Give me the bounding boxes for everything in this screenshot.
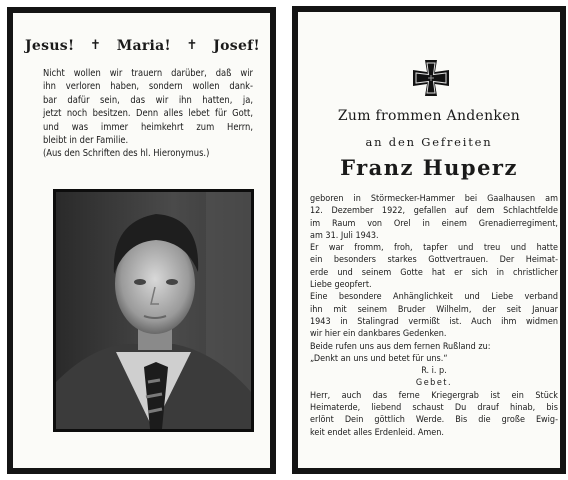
rank-line: an den Gefreiten xyxy=(365,135,493,149)
iron-cross-icon xyxy=(411,58,451,98)
verse-line: ihn verloren haben, sondern wollen dank- xyxy=(43,81,253,93)
verse-line: und was immer heimkehrt zum Herrn, xyxy=(43,121,253,133)
invocation-josef: Josef! xyxy=(213,38,260,54)
text-line: 1943 in Stalingrad vermißt ist. Auch ihm widmen xyxy=(310,316,558,327)
text-line: am 31. Juli 1943. xyxy=(310,230,379,241)
text-line: Beide rufen uns aus dem fernen Rußland zu: xyxy=(310,341,491,352)
rip-line: R. i. p. xyxy=(421,366,447,377)
memorial-text xyxy=(310,193,558,439)
text-line: Er war fromm, froh, tapfer und treu und hatte xyxy=(310,243,558,254)
text-line: keit endet alles Erdenleid. Amen. xyxy=(310,427,444,438)
memorial-title: Zum frommen Andenken xyxy=(337,108,521,124)
prayer-heading: Gebet. xyxy=(415,378,453,389)
verse-line: jetzt noch besitzen. Denn alles lebet für Gott, xyxy=(43,108,253,120)
verse-block xyxy=(43,67,253,161)
text-line: Liebe geopfert. xyxy=(310,280,372,291)
text-line: „Denkt an uns und betet für uns.“ xyxy=(310,353,448,364)
right-card-inner xyxy=(298,12,560,468)
text-line: Eine besondere Anhänglichkeit und Liebe verband xyxy=(310,292,558,303)
text-line: erlönt Dein göttlich Werde. Bis die große Ewig- xyxy=(310,415,558,426)
text-line: Herr, auch das ferne Kriegergrab ist ein Stück xyxy=(310,390,558,401)
text-line: erde und seinem Gotte hat er sich in christlicher xyxy=(310,267,558,278)
text-line: ein besonders starkes Gottvertrauen. Der Heimat- xyxy=(310,255,558,266)
invocation-maria: Maria! xyxy=(116,38,171,54)
verse-source: (Aus den Schriften des hl. Hieronymus.) xyxy=(43,148,210,160)
verse-line: bleibt in der Familie. xyxy=(43,135,129,147)
text-line: ihn mit seinem Bruder Wilhelm, der seit Januar xyxy=(310,304,558,315)
verse-line: bar dafür sein, das wir ihn hatten, ja, xyxy=(43,94,253,106)
left-card-inner xyxy=(13,13,270,468)
right-card xyxy=(292,6,566,474)
portrait-frame xyxy=(53,189,254,432)
verse-line: Nicht wollen wir trauern darüber, daß wir xyxy=(43,68,253,79)
invocation-jesus: Jesus! xyxy=(25,38,75,54)
deceased-name: Franz Huperz xyxy=(340,155,518,180)
invocation-header xyxy=(25,38,260,54)
text-line: geboren in Störmecker-Hammer bei Gaalhausen am xyxy=(310,194,558,204)
text-line: Heimaterde, liebend schaust Du drauf hinab, bis xyxy=(310,403,558,414)
left-card xyxy=(7,7,276,474)
text-line: im Raum von Orel in einem Grenadierregiment, xyxy=(310,218,558,229)
cross-icon: ✝ xyxy=(186,38,198,53)
text-line: wir hier ein dankbares Gedenken. xyxy=(310,329,447,340)
portrait-photo xyxy=(56,192,251,429)
text-line: 12. Dezember 1922, gefallen auf dem Schlachtfelde xyxy=(310,206,558,217)
cross-icon: ✝ xyxy=(89,38,102,53)
